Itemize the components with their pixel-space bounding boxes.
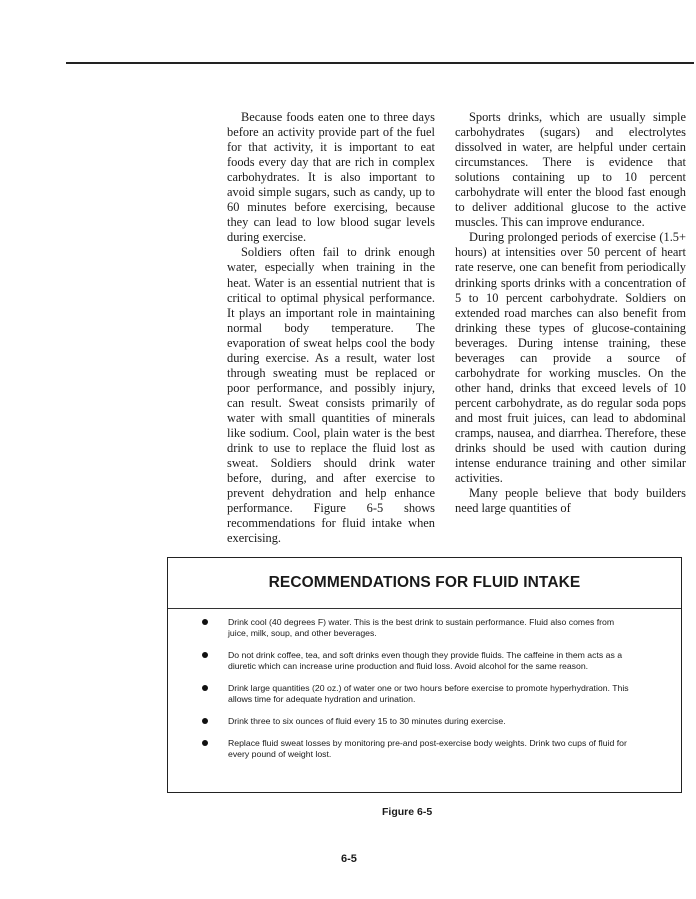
figure-box <box>167 557 682 793</box>
header-rule <box>66 62 694 64</box>
bullet-icon <box>202 652 208 658</box>
paragraph: Sports drinks, which are usually simple carbohydrates (sugars) and electrolytes dissolved in water, are helpful under certain circumstances. There is evidence that solutions containing up to 10 percent carbohydrate will enter the blood fast enough to deliver additional glucose to the active muscles. This can improve endurance. <box>455 110 686 230</box>
recommendation-item <box>168 650 681 672</box>
figure-caption: Figure 6-5 <box>382 806 433 818</box>
figure-title: RECOMMENDATIONS FOR FLUID INTAKE <box>168 558 681 609</box>
bullet-icon <box>202 619 208 625</box>
bullet-icon <box>202 685 208 691</box>
recommendation-item <box>168 683 681 705</box>
paragraph: Soldiers often fail to drink enough water, especially when training in the heat. Water is an essential nutrient that is critical to optimal physical performance. It plays an important role in maintaining normal body temperature. The evaporation of sweat helps cool the body during exercise. As a result, water lost through sweating must be replaced or poor performance, and possibly injury, can result. Sweat consists primarily of water with small quantities of minerals like sodium. Cool, plain water is the best drink to use to replace the fluid lost as sweat. Soldiers should drink water before, during, and after exercise to prevent dehydration and help enhance performance. Figure 6-5 shows recommendations for fluid intake when exercising. <box>227 245 435 546</box>
bullet-icon <box>202 740 208 746</box>
paragraph: During prolonged periods of exercise (1.5+ hours) at intensities over 50 percent of heart rate reserve, one can benefit from periodically drinking sports drinks with a concentration of 5 to 10 percent carbohydrate. Soldiers on extended road marches can also benefit from drinking these types of glucose-containing beverages. During intense training, these beverages can provide a source of carbohydrate for working muscles. On the other hand, drinks that exceed levels of 10 percent carbohydrate, as do regular soda pops and most fruit juices, can lead to abdominal cramps, nausea, and diarrhea. Therefore, these drinks should be used with caution during intense endurance training and other similar activities. <box>455 230 686 486</box>
right-text-column <box>455 110 686 516</box>
recommendation-text: Drink cool (40 degrees F) water. This is the best drink to sustain performance. Fluid also comes from juice, milk, soup, and other beverages. <box>228 617 615 638</box>
recommendation-item <box>168 738 681 760</box>
recommendation-item <box>168 716 681 727</box>
recommendation-text: Drink large quantities (20 oz.) of water one or two hours before exercise to promote hyperhydration. This allows time for adequate hydration and urination. <box>228 683 629 704</box>
page-number: 6-5 <box>341 853 357 865</box>
recommendation-text: Replace fluid sweat losses by monitoring pre-and post-exercise body weights. Drink two cups of fluid for every pound of weight lost. <box>228 738 627 759</box>
paragraph: Because foods eaten one to three days before an activity provide part of the fuel for that activity, it is important to eat foods every day that are rich in complex carbohydrates. It is also important to avoid simple sugars, such as candy, up to 60 minutes before exercising, because they can lead to low blood sugar levels during exercise. <box>227 110 435 245</box>
left-text-column <box>227 110 435 546</box>
bullet-icon <box>202 718 208 724</box>
recommendation-text: Drink three to six ounces of fluid every 15 to 30 minutes during exercise. <box>228 716 506 726</box>
recommendation-text: Do not drink coffee, tea, and soft drinks even though they provide fluids. The caffeine in them acts as a diuretic which can increase urine production and fluid loss. Avoid alcohol for the same reason. <box>228 650 623 671</box>
recommendation-item <box>168 617 681 639</box>
paragraph: Many people believe that body builders need large quantities of <box>455 486 686 516</box>
recommendation-list <box>168 609 681 760</box>
